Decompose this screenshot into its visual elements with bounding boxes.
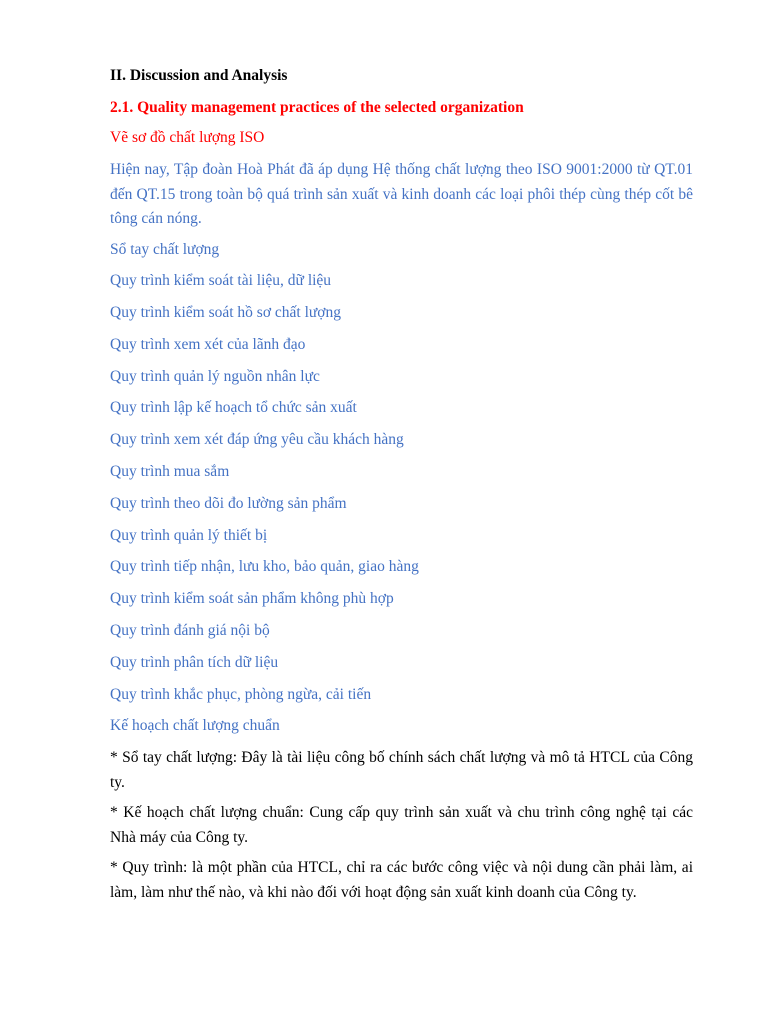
red-note: Vẽ sơ đồ chất lượng ISO	[110, 129, 265, 146]
note-paragraph: * Quy trình: là một phần của HTCL, chỉ ra các bước công việc và nội dung cần phải làm, ai làm, làm như thế nào, và khi nào đối với hoạt động sản xuất kinh doanh của Công ty.	[110, 859, 693, 901]
list-item: Quy trình xem xét của lãnh đạo	[110, 335, 306, 353]
list-item: Quy trình mua sắm	[110, 463, 230, 481]
list-item: Quy trình phân tích dữ liệu	[110, 653, 279, 671]
list-item: Quy trình kiểm soát hồ sơ chất lượng	[110, 304, 342, 322]
document-page	[110, 64, 693, 911]
intro-paragraph: Hiện nay, Tập đoàn Hoà Phát đã áp dụng Hệ thống chất lượng theo ISO 9001:2000 từ QT.01 đến QT.15 trong toàn bộ quá trình sản xuất và kinh doanh các loại phôi thép cùng thép cốt bê tông cán nóng.	[110, 161, 693, 227]
list-item: Kế hoạch chất lượng chuẩn	[110, 717, 280, 735]
list-item: Quy trình đánh giá nội bộ	[110, 622, 270, 640]
list-item: Quy trình kiểm soát sản phẩm không phù hợp	[110, 590, 394, 608]
subsection-heading: 2.1. Quality management practices of the selected organization	[110, 99, 524, 116]
list-item: Quy trình kiểm soát tài liệu, dữ liệu	[110, 272, 332, 290]
note-paragraph: * Kế hoạch chất lượng chuẩn: Cung cấp quy trình sản xuất và chu trình công nghệ tại các Nhà máy của Công ty.	[110, 804, 693, 846]
list-item: Quy trình quản lý thiết bị	[110, 526, 268, 544]
list-item: Quy trình theo dõi đo lường sản phẩm	[110, 494, 347, 512]
list-item: Quy trình lập kế hoạch tổ chức sản xuất	[110, 399, 357, 417]
note-paragraph: * Sổ tay chất lượng: Đây là tài liệu công bố chính sách chất lượng và mô tả HTCL của Công ty.	[110, 749, 693, 791]
list-item: Quy trình quản lý nguồn nhân lực	[110, 367, 320, 385]
list-item: Quy trình khắc phục, phòng ngừa, cải tiến	[110, 685, 372, 703]
list-item: Quy trình tiếp nhận, lưu kho, bảo quản, giao hàng	[110, 558, 419, 576]
section-heading: II. Discussion and Analysis	[110, 67, 288, 84]
procedure-list	[110, 238, 693, 739]
list-item: Quy trình xem xét đáp ứng yêu cầu khách hàng	[110, 431, 404, 449]
list-item: Sổ tay chất lượng	[110, 240, 220, 258]
